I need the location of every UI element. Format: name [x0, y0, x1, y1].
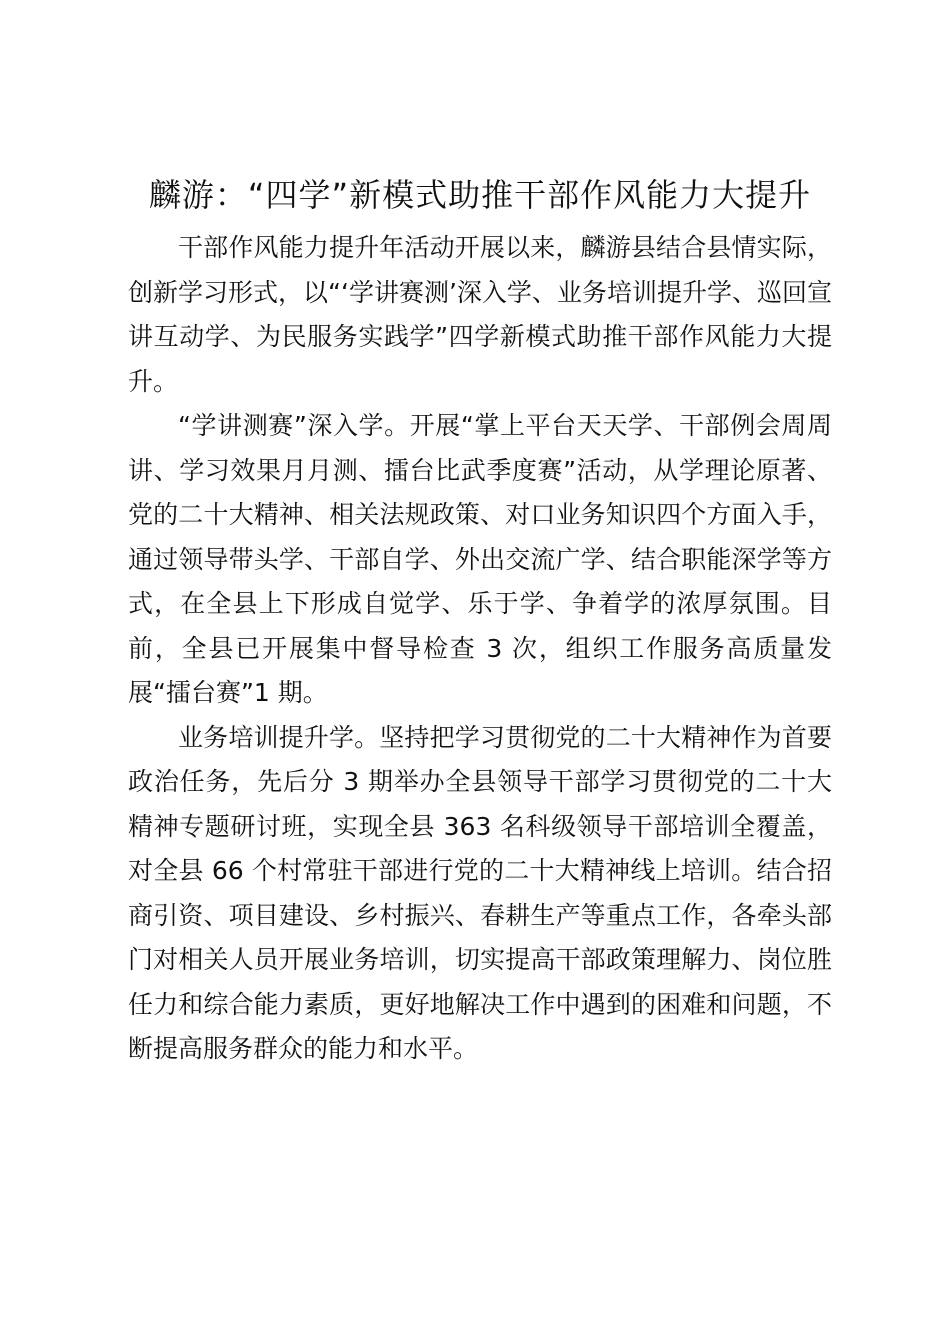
paragraph-intro: 干部作风能力提升年活动开展以来，麟游县结合县情实际，创新学习形式，以“‘学讲赛测’深入学、业务培训提升学、巡回宣讲互动学、为民服务实践学”四学新模式助推干部作风能力大提升。 [128, 233, 832, 396]
document-title: 麟游：“四学”新模式助推干部作风能力大提升 [148, 176, 812, 214]
paragraph-study-lecture-test-contest: “学讲测赛”深入学。开展“掌上平台天天学、干部例会周周讲、学习效果月月测、擂台比武季度赛”活动，从学理论原著、党的二十大精神、相关法规政策、对口业务知识四个方面入手，通过领导带头学、干部自学、外出交流广学、结合职能深学等方式，在全县上下形成自觉学、乐于学、争着学的浓厚氛围。目前，全县已开展集中督导检查 3 次，组织工作服务高质量发展“擂台赛”1 期。 [128, 411, 832, 707]
paragraph-business-training: 业务培训提升学。坚持把学习贯彻党的二十大精神作为首要政治任务，先后分 3 期举办全县领导干部学习贯彻党的二十大精神专题研讨班，实现全县 363 名科级领导干部培训全覆盖，对全县 66 个村常驻干部进行党的二十大精神线上培训。结合招商引资、项目建设、乡村振兴、春耕生产等重点工作，各牵头部门对相关人员开展业务培训，切实提高干部政策理解力、岗位胜任力和综合能力素质，更好地解决工作中遇到的困难和问题，不断提高服务群众的能力和水平。 [128, 722, 832, 1063]
document-page [128, 172, 832, 1072]
